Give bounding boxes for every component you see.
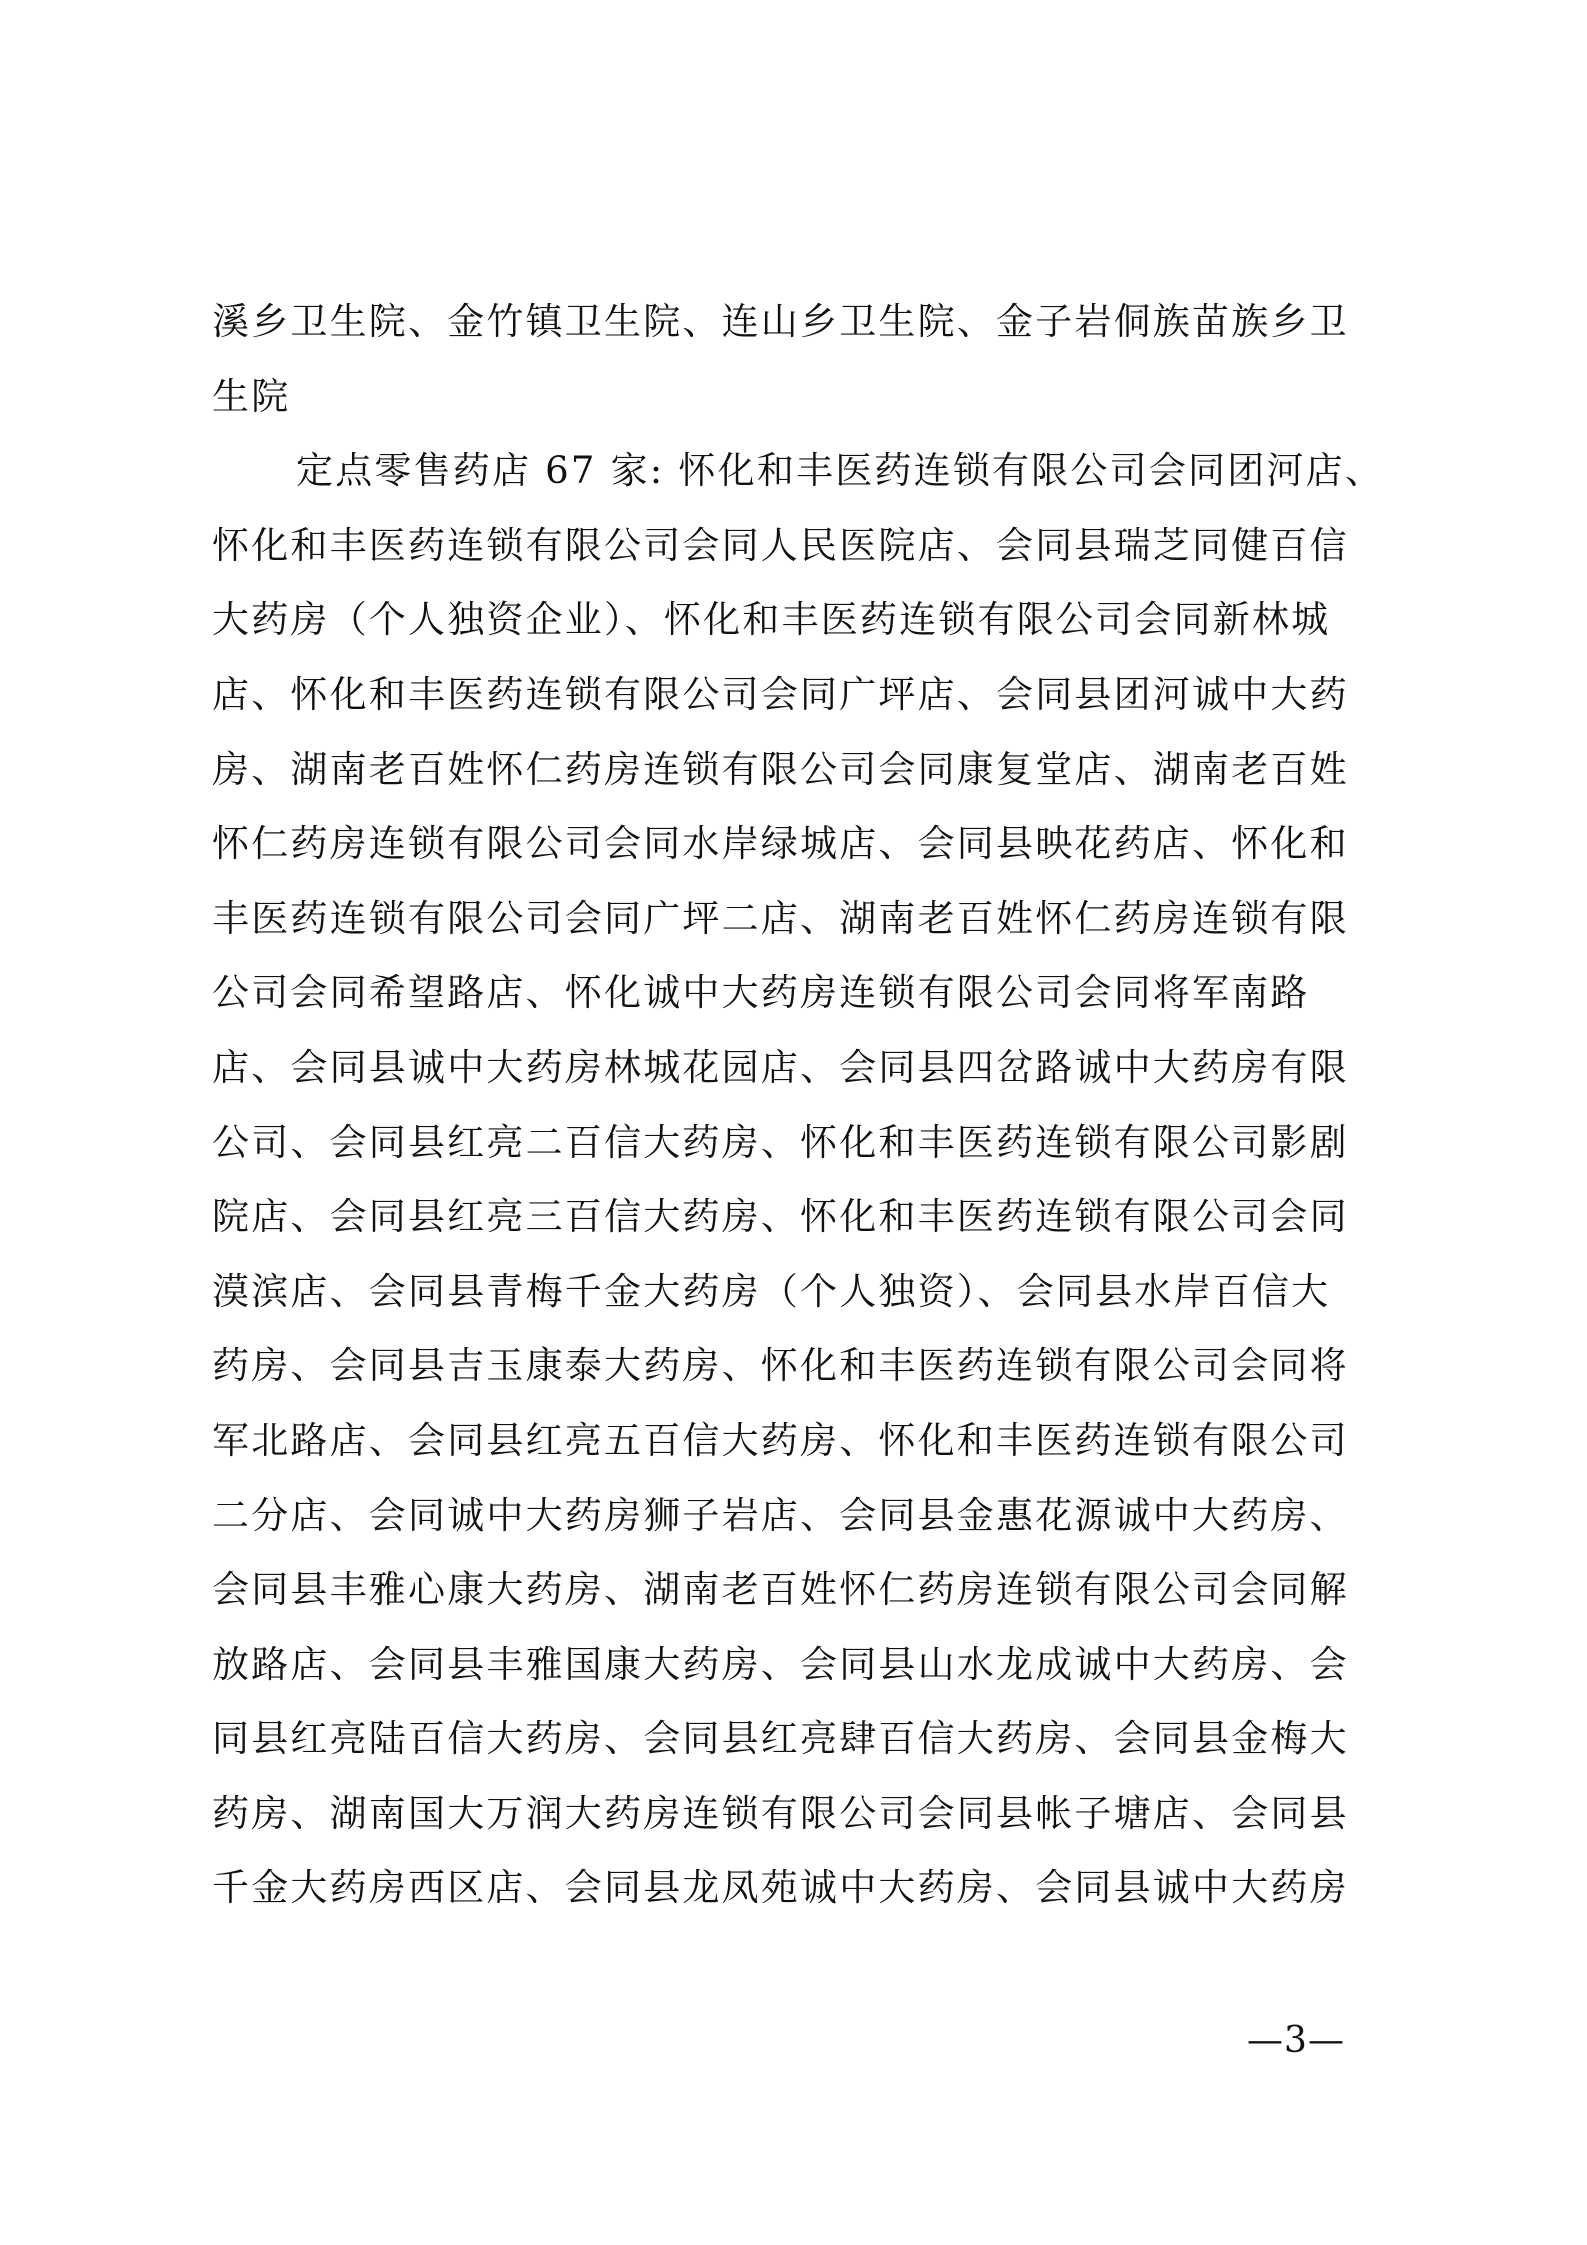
text-line: 药房、会同县吉玉康泰大药房、怀化和丰医药连锁有限公司会同将	[212, 1344, 1349, 1388]
text-line: 药房、湖南国大万润大药房连锁有限公司会同县帐子塘店、会同县	[212, 1791, 1349, 1835]
text-line: 怀化和丰医药连锁有限公司会同人民医院店、会同县瑞芝同健百信	[212, 523, 1349, 567]
text-line: 公司会同希望路店、怀化诚中大药房连锁有限公司会同将军南路	[212, 971, 1310, 1015]
page-number: —3—	[1247, 2020, 1345, 2061]
text-line: 会同县丰雅心康大药房、湖南老百姓怀仁药房连锁有限公司会同解	[212, 1568, 1349, 1612]
text-line: 溪乡卫生院、金竹镇卫生院、连山乡卫生院、金子岩侗族苗族乡卫	[212, 300, 1349, 343]
text-line: 房、湖南老百姓怀仁药房连锁有限公司会同康复堂店、湖南老百姓	[212, 747, 1349, 791]
text-line: 店、怀化和丰医药连锁有限公司会同广坪店、会同县团河诚中大药	[212, 672, 1349, 716]
text-line: 大药房（个人独资企业）、怀化和丰医药连锁有限公司会同新林城	[212, 598, 1331, 642]
text-line: 漠滨店、会同县青梅千金大药房（个人独资）、会同县水岸百信大	[212, 1269, 1331, 1313]
text-line: 怀仁药房连锁有限公司会同水岸绿城店、会同县映花药店、怀化和	[212, 822, 1349, 866]
body-text	[212, 285, 1392, 1926]
text-line: 二分店、会同诚中大药房狮子岩店、会同县金惠花源诚中大药房、	[212, 1493, 1349, 1537]
text-line: 放路店、会同县丰雅国康大药房、会同县山水龙成诚中大药房、会	[212, 1642, 1349, 1686]
text-line: 生院	[212, 374, 291, 418]
text-line: 院店、会同县红亮三百信大药房、怀化和丰医药连锁有限公司会同	[212, 1195, 1349, 1239]
paragraph-start-line: 定点零售药店 67 家: 怀化和丰医药连锁有限公司会同团河店、	[296, 449, 1385, 493]
text-line: 军北路店、会同县红亮五百信大药房、怀化和丰医药连锁有限公司	[212, 1418, 1349, 1462]
text-line: 丰医药连锁有限公司会同广坪二店、湖南老百姓怀仁药房连锁有限	[212, 896, 1349, 940]
text-line: 同县红亮陆百信大药房、会同县红亮肆百信大药房、会同县金梅大	[212, 1717, 1349, 1761]
text-line: 公司、会同县红亮二百信大药房、怀化和丰医药连锁有限公司影剧	[212, 1120, 1349, 1164]
text-line: 千金大药房西区店、会同县龙凤苑诚中大药房、会同县诚中大药房	[212, 1866, 1349, 1910]
text-line: 店、会同县诚中大药房林城花园店、会同县四岔路诚中大药房有限	[212, 1045, 1349, 1089]
